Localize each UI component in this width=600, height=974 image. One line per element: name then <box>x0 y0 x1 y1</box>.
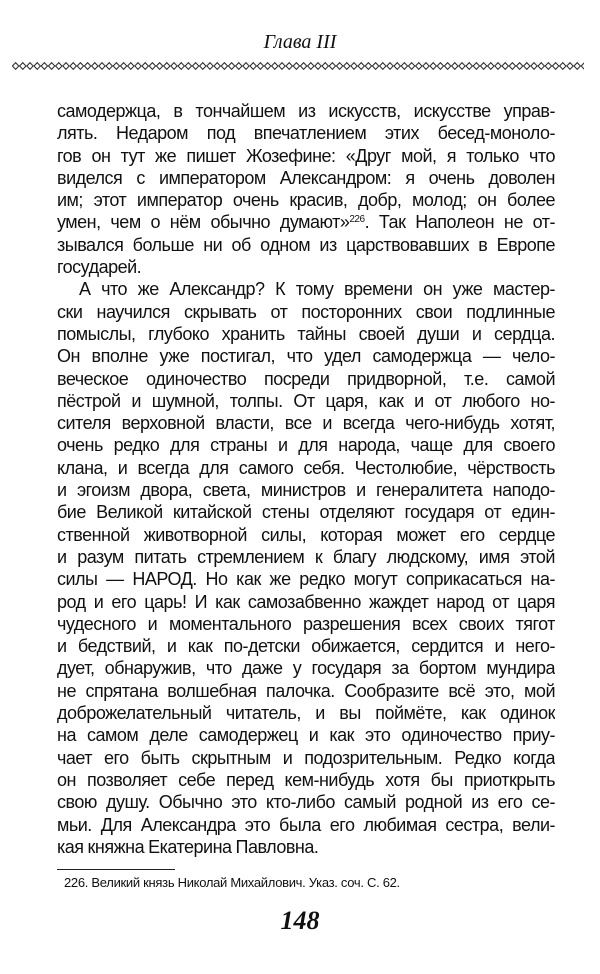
text-line <box>57 256 555 278</box>
text-line <box>57 546 555 568</box>
text-line <box>57 122 555 144</box>
text-line-content: ственной животворной силы, которая может его сердце <box>57 524 555 545</box>
text-line <box>57 680 555 702</box>
text-line <box>57 568 555 590</box>
text-line <box>57 145 555 167</box>
text-line-content: и бедствий, и как по-детски обижается, сердится и него- <box>57 636 555 657</box>
text-line <box>57 613 555 635</box>
text-line-content: лять. Недаром под впечатлением этих бесед-моноло- <box>57 123 555 144</box>
body-text <box>57 100 555 858</box>
text-line <box>57 814 555 836</box>
text-line <box>57 368 555 390</box>
text-line-content: гов он тут же пишет Жозефине: «Друг мой, я только что <box>57 145 555 166</box>
footnote-rule <box>57 869 175 870</box>
text-line-content: зывался больше ни об одном из царствовавших в Европе <box>57 234 555 255</box>
text-line <box>57 702 555 724</box>
text-line-content: силы — НАРОД. Но как же редко могут соприкасаться на- <box>57 569 555 590</box>
text-line <box>57 278 555 300</box>
text-line-content: доброжелательный читатель, и вы поймёте, как одинок <box>57 703 555 724</box>
text-line-content: он позволяет себе перед кем-нибудь хотя бы приоткрыть <box>57 769 555 790</box>
text-line <box>57 501 555 523</box>
text-line-content: . Так Наполеон не от- <box>364 212 555 233</box>
text-line <box>57 412 555 434</box>
running-head: Глава III <box>263 31 337 53</box>
text-line-content: свою душу. Обычно это кто-либо самый родной из его се- <box>57 792 555 813</box>
text-line <box>57 524 555 546</box>
text-line <box>57 345 555 367</box>
text-line-content: помыслы, глубоко хранить тайны своей души и сердца. <box>57 323 555 344</box>
text-line-content: очень редко для страны и для народа, чаще для своего <box>57 435 555 456</box>
text-line-content: чает его быть скрытным и подозрительным. Редко когда <box>57 747 555 768</box>
ornament-divider <box>12 60 584 72</box>
text-line-content: виделся с императором Александром: я очень доволен <box>57 167 555 188</box>
text-line-content: ски научился скрывать от посторонних свои подлинные <box>57 301 555 322</box>
text-line <box>57 836 555 858</box>
text-line <box>57 724 555 746</box>
text-line-content: кая княжна Екатерина Павловна. <box>57 836 319 857</box>
text-line-content: и разум питать стремлением к благу людскому, имя этой <box>57 546 555 567</box>
text-line-content: бие Великой китайской стены отделяют государя от един- <box>57 502 555 523</box>
text-line <box>57 457 555 479</box>
text-line <box>57 301 555 323</box>
text-line-content: Он вполне уже постигал, что удел самодержца — чело- <box>57 346 555 367</box>
text-line <box>57 323 555 345</box>
text-line-content: им; этот император очень красив, добр, молод; он более <box>57 190 555 211</box>
text-line-content: самодержца, в тончайшем из искусств, искусстве управ- <box>57 101 555 121</box>
page-number: 148 <box>280 906 320 935</box>
text-line <box>57 211 555 233</box>
text-line-content: чудесного и моментального разрешения всех своих тягот <box>57 613 555 634</box>
text-line <box>57 479 555 501</box>
text-line-content: государей. <box>57 257 142 278</box>
text-line <box>57 591 555 613</box>
text-line-content: умен, чем о нём обычно думают» <box>57 212 350 233</box>
text-line-content: А что же Александр? К тому времени он уже мастер- <box>79 279 555 300</box>
text-line-content: пёстрой и шумной, толпы. От царя, как и от любого но- <box>57 390 555 411</box>
text-line <box>57 657 555 679</box>
text-line-content: клана, и всегда для самого себя. Честолюбие, чёрствость <box>57 457 555 478</box>
text-line <box>57 234 555 256</box>
text-line-content: и эгоизм двора, света, министров и генералитета наподо- <box>57 480 555 501</box>
text-line-content: род и его царь! И как самозабвенно жаждет народ от царя <box>57 591 555 612</box>
text-line-content: мьи. Для Александра это была его любимая сестра, вели- <box>57 814 555 835</box>
text-line <box>57 189 555 211</box>
footnote-ref[interactable]: 226 <box>349 214 365 226</box>
text-line <box>57 100 555 122</box>
text-line <box>57 769 555 791</box>
footnote: 226. Великий князь Николай Михайлович. Указ. соч. С. 62. <box>64 875 400 890</box>
text-line-content: на самом деле самодержец и как это одиночество приу- <box>57 725 555 746</box>
text-line <box>57 791 555 813</box>
text-line <box>57 434 555 456</box>
text-line-content: не спрятана волшебная палочка. Сообразите всё это, мой <box>57 680 555 701</box>
text-line <box>57 390 555 412</box>
text-line <box>57 747 555 769</box>
text-line <box>57 635 555 657</box>
text-line-content: сителя верховной власти, все и всегда чего-нибудь хотят, <box>57 413 555 434</box>
text-line <box>57 167 555 189</box>
text-line-content: веческое одиночество посреди придворной, т.е. самой <box>57 368 555 389</box>
text-line-content: дует, обнаружив, что даже у государя за бортом мундира <box>57 658 555 679</box>
